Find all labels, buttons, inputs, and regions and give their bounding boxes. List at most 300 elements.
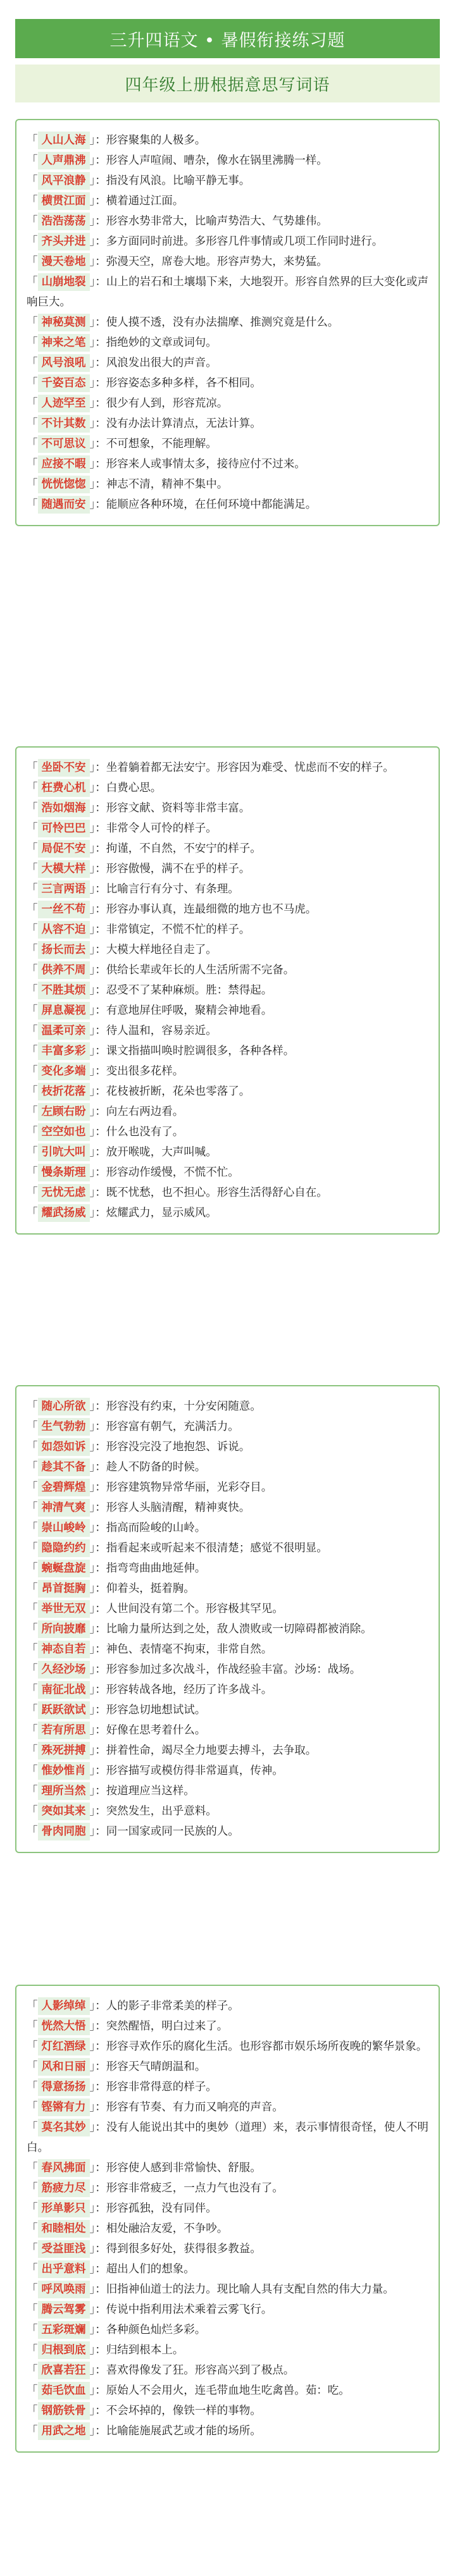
vocab-term: 随心所欲 [38, 1398, 90, 1415]
colon-separator: ： [95, 2364, 106, 2377]
vocab-definition: 形容转战各地，经历了许多战斗。 [106, 1684, 273, 1696]
vocab-term: 惟妙惟肖 [38, 1762, 90, 1780]
vocab-entry: 「 腾云驾雾 」：传说中指利用法术乘着云雾飞行。 [27, 2300, 428, 2320]
vocab-entry: 「 耀武扬威 」：炫耀武力，显示威风。 [27, 1203, 428, 1223]
vocab-definition: 坐着躺着都无法安宁。形容因为难受、忧虑而不安的样子。 [106, 761, 394, 774]
vocab-definition: 形容非常得意的样子。 [106, 2081, 217, 2093]
vocab-entry: 「 受益匪浅 」：得到很多好处，获得很多教益。 [27, 2239, 428, 2259]
vocab-term: 受益匪浅 [38, 2240, 90, 2258]
colon-separator: ： [95, 1501, 106, 1514]
vocab-definition: 形容姿态多种多样，各不相同。 [106, 377, 261, 390]
vocab-term: 神清气爽 [38, 1499, 90, 1517]
vocab-entry: 「 昂首挺胸 」：仰着头，挺着胸。 [27, 1579, 428, 1599]
vocab-card-3 [15, 1385, 440, 1853]
vocab-term: 恍然大悟 [38, 2018, 90, 2035]
vocab-entry: 「 随遇而安 」：能顺应各种环境，在任何环境中都能满足。 [27, 495, 428, 515]
vocab-definition: 比喻力量所达到之处，敌人溃败或一切障碍都被消除。 [106, 1623, 372, 1636]
colon-separator: ： [95, 1704, 106, 1716]
vocab-definition: 炫耀武力，显示威风。 [106, 1207, 217, 1219]
vocab-definition: 形容没完没了地抱怨、诉说。 [106, 1441, 251, 1453]
vocab-definition: 比喻言行有分寸、有条理。 [106, 883, 239, 896]
vocab-term: 人声鼎沸 [38, 152, 90, 169]
colon-separator: ： [95, 1542, 106, 1555]
vocab-term: 人山人海 [38, 132, 90, 149]
vocab-definition: 形容聚集的人极多。 [106, 134, 206, 147]
vocab-definition: 突然醒悟，明白过来了。 [106, 2020, 228, 2033]
vocab-term: 突如其来 [38, 1803, 90, 1820]
vocab-term: 春风拂面 [38, 2159, 90, 2177]
colon-separator: ： [95, 1623, 106, 1636]
vocab-entry: 「 供养不周 」：供给长辈或年长的人生活所需不完备。 [27, 960, 428, 980]
vocab-entry: 「 形单影只 」：形容孤独，没有同伴。 [27, 2198, 428, 2219]
vocab-entry: 「 人声鼎沸 」：形容人声喧闹、嘈杂，像水在锅里沸腾一样。 [27, 151, 428, 171]
vocab-entry: 「 风号浪吼 」：风浪发出很大的声音。 [27, 353, 428, 373]
colon-separator: ： [95, 235, 106, 248]
vocab-entry: 「 所向披靡 」：比喻力量所达到之处，敌人溃败或一切障碍都被消除。 [27, 1619, 428, 1639]
vocab-entry: 「 恍然大悟 」：突然醒悟，明白过来了。 [27, 2016, 428, 2037]
vocab-term: 温柔可亲 [38, 1022, 90, 1040]
colon-separator: ： [95, 863, 106, 875]
colon-separator: ： [95, 2283, 106, 2296]
vocab-definition: 放开喉咙，大声叫喊。 [106, 1146, 217, 1159]
vocab-entry: 「 举世无双 」：人世间没有第二个。形容极其罕见。 [27, 1599, 428, 1619]
vocab-term: 隐隐约约 [38, 1539, 90, 1557]
vocab-definition: 白费心思。 [106, 782, 162, 794]
vocab-definition: 突然发生，出乎意料。 [106, 1805, 217, 1818]
vocab-definition: 既不忧愁，也不担心。形容生活得舒心自在。 [106, 1186, 328, 1199]
vocab-definition: 形容傲慢，满不在乎的样子。 [106, 863, 251, 875]
vocab-entry: 「 不可思议 」：不可想象，不能理解。 [27, 434, 428, 454]
vocab-term: 丰富多彩 [38, 1042, 90, 1060]
vocab-definition: 形容描写或模仿得非常逼真，传神。 [106, 1765, 284, 1777]
vocab-entry: 「 生气勃勃 」：形容富有朝气，充满活力。 [27, 1417, 428, 1437]
vocab-term: 枉费心机 [38, 779, 90, 797]
vocab-entry: 「 可怜巴巴 」：非常令人可怜的样子。 [27, 818, 428, 839]
colon-separator: ： [95, 1562, 106, 1575]
vocab-term: 人影绰绰 [38, 1997, 90, 2015]
vocab-term: 昂首挺胸 [38, 1580, 90, 1598]
vocab-definition: 形容参加过多次战斗，作战经验丰富。沙场：战场。 [106, 1663, 361, 1676]
vocab-entry: 「 和睦相处 」：相处融洽友爱，不争吵。 [27, 2219, 428, 2239]
colon-separator: ： [95, 2263, 106, 2276]
colon-separator: ： [95, 1025, 106, 1037]
vocab-term: 呼风唤雨 [38, 2281, 90, 2298]
vocab-definition: 供给长辈或年长的人生活所需不完备。 [106, 964, 295, 977]
colon-separator: ： [95, 1805, 106, 1818]
vocab-term: 局促不安 [38, 840, 90, 858]
vocab-entry: 「 五彩斑斓 」：各种颜色灿烂多彩。 [27, 2320, 428, 2340]
vocab-entry: 「 一丝不苟 」：形容办事认真，连最细微的地方也不马虎。 [27, 899, 428, 920]
colon-separator: ： [95, 2324, 106, 2336]
colon-separator: ： [95, 2222, 106, 2235]
vocab-definition: 形容人声喧闹、嘈杂，像水在锅里沸腾一样。 [106, 154, 328, 167]
vocab-entry: 「 坐卧不安 」：坐着躺着都无法安宁。形容因为难受、忧虑而不安的样子。 [27, 758, 428, 778]
page-subtitle: 四年级上册根据意思写词语 [15, 65, 440, 102]
vocab-term: 供养不周 [38, 961, 90, 979]
colon-separator: ： [95, 1744, 106, 1757]
vocab-entry: 「 扬长而去 」：大模大样地径自走了。 [27, 940, 428, 960]
vocab-term: 莫名其妙 [38, 2119, 90, 2136]
vocab-entry: 「 茹毛饮血 」：原始人不会用火，连毛带血地生吃禽兽。茹：吃。 [27, 2381, 428, 2401]
vocab-term: 生气勃勃 [38, 1418, 90, 1436]
vocab-definition: 旧指神仙道士的法力。现比喻人具有支配自然的伟大力量。 [106, 2283, 394, 2296]
vocab-term: 大模大样 [38, 860, 90, 878]
colon-separator: ： [95, 316, 106, 329]
vocab-term: 应接不暇 [38, 455, 90, 473]
colon-separator: ： [95, 1146, 106, 1159]
vocab-entry: 「 浩如烟海 」：形容文献、资料等非常丰富。 [27, 798, 428, 818]
colon-separator: ： [95, 1166, 106, 1179]
vocab-entry: 「 局促不安 」：拘谨，不自然，不安宁的样子。 [27, 839, 428, 859]
colon-separator: ： [95, 438, 106, 450]
colon-separator: ： [95, 2121, 106, 2134]
vocab-definition: 使人摸不透，没有办法揣摩、推测究竟是什么。 [106, 316, 339, 329]
vocab-definition: 形容文献、资料等非常丰富。 [106, 802, 251, 815]
vocab-definition: 非常令人可怜的样子。 [106, 822, 217, 835]
vocab-entry: 「 跃跃欲试 」：形容急切地想试试。 [27, 1700, 428, 1720]
vocab-term: 崇山峻岭 [38, 1519, 90, 1537]
colon-separator: ： [95, 802, 106, 815]
vocab-definition: 人世间没有第二个。形容极其罕见。 [106, 1603, 284, 1615]
colon-separator: ： [95, 1400, 106, 1413]
vocab-term: 殊死拼搏 [38, 1742, 90, 1759]
vocab-definition: 形容有节奏、有力而又响亮的声音。 [106, 2101, 284, 2114]
colon-separator: ： [95, 417, 106, 430]
colon-separator: ： [95, 2101, 106, 2114]
colon-separator: ： [95, 1461, 106, 1474]
vocab-entry: 「 左顾右盼 」：向左右两边看。 [27, 1102, 428, 1122]
vocab-definition: 相处融洽友爱，不争吵。 [106, 2222, 228, 2235]
colon-separator: ： [95, 1582, 106, 1595]
vocab-term: 神来之笔 [38, 334, 90, 352]
colon-separator: ： [95, 1825, 106, 1838]
vocab-entry: 「 人影绰绰 」：人的影子非常柔美的样子。 [27, 1996, 428, 2016]
vocab-term: 山崩地裂 [38, 273, 90, 291]
vocab-definition: 传说中指利用法术乘着云雾飞行。 [106, 2303, 273, 2316]
colon-separator: ： [95, 1603, 106, 1615]
vocab-definition: 归结到根本上。 [106, 2344, 184, 2357]
vocab-term: 神秘莫测 [38, 314, 90, 331]
vocab-entry: 「 突如其来 」：突然发生，出乎意料。 [27, 1801, 428, 1821]
vocab-definition: 很少有人到，形容荒凉。 [106, 397, 228, 410]
vocab-term: 筋疲力尽 [38, 2179, 90, 2197]
vocab-entry: 「 归根到底 」：归结到根本上。 [27, 2340, 428, 2360]
colon-separator: ： [95, 903, 106, 916]
vocab-definition: 弥漫天空，席卷大地。形容声势大，来势猛。 [106, 256, 328, 268]
vocab-entry: 「 丰富多彩 」：课文指描叫唤时腔调很多，各种各样。 [27, 1041, 428, 1061]
vocab-entry: 「 筋疲力尽 」：形容非常疲乏，一点力气也没有了。 [27, 2178, 428, 2198]
vocab-entry: 「 久经沙场 」：形容参加过多次战斗，作战经验丰富。沙场：战场。 [27, 1660, 428, 1680]
vocab-definition: 拼着性命，竭尽全力地要去搏斗，去争取。 [106, 1744, 317, 1757]
vocab-term: 欣喜若狂 [38, 2362, 90, 2379]
colon-separator: ： [95, 782, 106, 794]
vocab-entry: 「 慢条斯理 」：形容动作缓慢，不慌不忙。 [27, 1162, 428, 1183]
vocab-definition: 形容寻欢作乐的腐化生活。也形容都市娱乐场所夜晚的繁华景象。 [106, 2040, 428, 2053]
vocab-entry: 「 惟妙惟肖 」：形容描写或模仿得非常逼真，传神。 [27, 1761, 428, 1781]
vocab-definition: 指没有风浪。比喻平静无事。 [106, 175, 251, 187]
vocab-definition: 形容孤独，没有同伴。 [106, 2202, 217, 2215]
vocab-entry: 「 隐隐约约 」：指看起来或听起来不很清楚；感觉不很明显。 [27, 1538, 428, 1558]
vocab-entry: 「 枉费心机 」：白费心思。 [27, 778, 428, 798]
vocab-entry: 「 用武之地 」：比喻能施展武艺或才能的场所。 [27, 2421, 428, 2441]
vocab-entry: 「 若有所思 」：好像在思考着什么。 [27, 1720, 428, 1741]
vocab-definition: 忍受不了某种麻烦。胜：禁得起。 [106, 984, 273, 997]
vocab-term: 趁其不备 [38, 1458, 90, 1476]
colon-separator: ： [95, 276, 106, 288]
vocab-term: 出乎意料 [38, 2260, 90, 2278]
vocab-term: 所向披靡 [38, 1620, 90, 1638]
colon-separator: ： [95, 397, 106, 410]
vocab-definition: 同一国家或同一民族的人。 [106, 1825, 239, 1838]
colon-separator: ： [95, 2405, 106, 2417]
vocab-entry: 「 无忧无虑 」：既不忧愁，也不担心。形容生活得舒心自在。 [27, 1183, 428, 1203]
vocab-entry: 「 山崩地裂 」：山上的岩石和土壤塌下来，大地裂开。形容自然界的巨大变化或声响巨大。 [27, 272, 428, 312]
colon-separator: ： [95, 984, 106, 997]
colon-separator: ： [95, 923, 106, 936]
vocab-entry: 「 得意扬扬 」：形容非常得意的样子。 [27, 2077, 428, 2097]
vocab-term: 南征北战 [38, 1681, 90, 1699]
vocab-entry: 「 人山人海 」：形容聚集的人极多。 [27, 130, 428, 151]
colon-separator: ： [95, 1085, 106, 1098]
vocab-entry: 「 引吭大叫 」：放开喉咙，大声叫喊。 [27, 1142, 428, 1162]
vocab-definition: 神志不清，精神不集中。 [106, 478, 228, 491]
colon-separator: ： [95, 1126, 106, 1138]
vocab-term: 风平浪静 [38, 172, 90, 190]
vocab-entry: 「 不计其数 」：没有办法计算清点，无法计算。 [27, 414, 428, 434]
vocab-definition: 指弯弯曲曲地延伸。 [106, 1562, 206, 1575]
vocab-term: 齐头并进 [38, 233, 90, 250]
colon-separator: ： [95, 1441, 106, 1453]
vocab-term: 三言两语 [38, 880, 90, 898]
colon-separator: ： [95, 478, 106, 491]
vocab-definition: 风浪发出很大的声音。 [106, 357, 217, 369]
colon-separator: ： [95, 357, 106, 369]
page-title: 三升四语文 • 暑假衔接练习题 [15, 19, 440, 58]
vocab-definition: 横着通过江面。 [106, 195, 184, 207]
vocab-term: 不可思议 [38, 435, 90, 453]
colon-separator: ： [95, 2243, 106, 2255]
vocab-definition: 神色、表情毫不拘束，非常自然。 [106, 1643, 273, 1656]
vocab-entry: 「 恍恍惚惚 」：神志不清，精神不集中。 [27, 474, 428, 495]
vocab-entry: 「 枝折花落 」：花枝被折断，花朵也零落了。 [27, 1082, 428, 1102]
colon-separator: ： [95, 2040, 106, 2053]
vocab-term: 变化多端 [38, 1063, 90, 1080]
vocab-entry: 「 神来之笔 」：指绝妙的文章或词句。 [27, 333, 428, 353]
vocab-entry: 「 随心所欲 」：形容没有约束，十分安闲随意。 [27, 1396, 428, 1417]
colon-separator: ： [95, 1785, 106, 1797]
vocab-term: 慢条斯理 [38, 1164, 90, 1181]
vocab-term: 扬长而去 [38, 941, 90, 959]
colon-separator: ： [95, 215, 106, 228]
vocab-entry: 「 人迹罕至 」：很少有人到，形容荒凉。 [27, 393, 428, 414]
colon-separator: ： [95, 1765, 106, 1777]
vocab-term: 横贯江面 [38, 192, 90, 210]
vocab-term: 屏息凝视 [38, 1002, 90, 1020]
colon-separator: ： [95, 2344, 106, 2357]
colon-separator: ： [95, 822, 106, 835]
vocab-definition: 不会坏掉的，像铁一样的事物。 [106, 2405, 261, 2417]
vocab-term: 铿锵有力 [38, 2098, 90, 2116]
vocab-definition: 多方面同时前进。多形容几件事情或几项工作同时进行。 [106, 235, 383, 248]
colon-separator: ： [95, 256, 106, 268]
vocab-entry: 「 钢筋铁骨 」：不会坏掉的，像铁一样的事物。 [27, 2401, 428, 2421]
vocab-definition: 形容来人或事情太多，接待应付不过来。 [106, 458, 306, 471]
vocab-card-1 [15, 119, 440, 526]
vocab-definition: 形容动作缓慢，不慌不忙。 [106, 1166, 239, 1179]
vocab-entry: 「 三言两语 」：比喻言行有分寸、有条理。 [27, 879, 428, 899]
vocab-entry: 「 风和日丽 」：形容天气晴朗温和。 [27, 2057, 428, 2077]
vocab-term: 风号浪吼 [38, 354, 90, 372]
vocab-definition: 形容富有朝气，充满活力。 [106, 1420, 239, 1433]
vocab-entry: 「 从容不迫 」：非常镇定，不慌不忙的样子。 [27, 920, 428, 940]
colon-separator: ： [95, 1065, 106, 1078]
vocab-definition: 原始人不会用火，连毛带血地生吃禽兽。茹：吃。 [106, 2384, 350, 2397]
vocab-term: 蜿蜒盘旋 [38, 1560, 90, 1577]
colon-separator: ： [95, 1684, 106, 1696]
vocab-term: 随遇而安 [38, 496, 90, 514]
colon-separator: ： [95, 1522, 106, 1534]
colon-separator: ： [95, 2081, 106, 2093]
vocab-term: 恍恍惚惚 [38, 476, 90, 493]
vocab-entry: 「 趁其不备 」：趁人不防备的时候。 [27, 1457, 428, 1477]
vocab-definition: 有意地屏住呼吸，聚精会神地看。 [106, 1004, 273, 1017]
vocab-entry: 「 风平浪静 」：指没有风浪。比喻平静无事。 [27, 171, 428, 191]
colon-separator: ： [95, 377, 106, 390]
vocab-definition: 形容天气晴朗温和。 [106, 2061, 206, 2073]
vocab-term: 左顾右盼 [38, 1103, 90, 1121]
vocab-term: 五彩斑斓 [38, 2321, 90, 2339]
vocab-definition: 不可想象，不能理解。 [106, 438, 217, 450]
vocab-term: 钢筋铁骨 [38, 2402, 90, 2420]
vocab-definition: 趁人不防备的时候。 [106, 1461, 206, 1474]
vocab-definition: 非常镇定，不慌不忙的样子。 [106, 923, 251, 936]
vocab-card-2 [15, 746, 440, 1235]
vocab-entry: 「 变化多端 」：变出很多花样。 [27, 1061, 428, 1082]
vocab-term: 形单影只 [38, 2200, 90, 2217]
colon-separator: ： [95, 1724, 106, 1737]
vocab-definition: 形容水势非常大，比喻声势浩大、气势雄伟。 [106, 215, 328, 228]
vocab-definition: 形容人头脑清醒，精神爽快。 [106, 1501, 251, 1514]
vocab-entry: 「 浩浩荡荡 」：形容水势非常大，比喻声势浩大、气势雄伟。 [27, 211, 428, 231]
vocab-term: 神态自若 [38, 1641, 90, 1658]
vocab-entry: 「 不胜其烦 」：忍受不了某种麻烦。胜：禁得起。 [27, 980, 428, 1001]
colon-separator: ： [95, 1481, 106, 1494]
vocab-definition: 形容非常疲乏，一点力气也没有了。 [106, 2182, 284, 2195]
vocab-term: 灯红酒绿 [38, 2038, 90, 2055]
colon-separator: ： [95, 2303, 106, 2316]
vocab-term: 可怜巴巴 [38, 820, 90, 837]
colon-separator: ： [95, 2061, 106, 2073]
vocab-definition: 变出很多花样。 [106, 1065, 184, 1078]
colon-separator: ： [95, 2020, 106, 2033]
vocab-definition: 人的影子非常柔美的样子。 [106, 2000, 239, 2012]
vocab-entry: 「 神态自若 」：神色、表情毫不拘束，非常自然。 [27, 1639, 428, 1660]
vocab-entry: 「 齐头并进 」：多方面同时前进。多形容几件事情或几项工作同时进行。 [27, 231, 428, 252]
vocab-term: 茹毛饮血 [38, 2382, 90, 2400]
vocab-entry: 「 骨肉同胞 」：同一国家或同一民族的人。 [27, 1821, 428, 1842]
vocab-entry: 「 春风拂面 」：形容使人感到非常愉快、舒服。 [27, 2158, 428, 2178]
colon-separator: ： [95, 1045, 106, 1057]
vocab-term: 骨肉同胞 [38, 1823, 90, 1840]
vocab-entry: 「 崇山峻岭 」：指高而险峻的山岭。 [27, 1518, 428, 1538]
vocab-definition: 指看起来或听起来不很清楚；感觉不很明显。 [106, 1542, 328, 1555]
vocab-entry: 「 屏息凝视 」：有意地屏住呼吸，聚精会神地看。 [27, 1001, 428, 1021]
vocab-entry: 「 蜿蜒盘旋 」：指弯弯曲曲地延伸。 [27, 1558, 428, 1579]
vocab-term: 如怨如诉 [38, 1438, 90, 1456]
vocab-term: 从容不迫 [38, 921, 90, 939]
vocab-term: 人迹罕至 [38, 395, 90, 412]
colon-separator: ： [95, 761, 106, 774]
colon-separator: ： [95, 336, 106, 349]
colon-separator: ： [95, 842, 106, 855]
vocab-entry: 「 铿锵有力 」：形容有节奏、有力而又响亮的声音。 [27, 2097, 428, 2117]
colon-separator: ： [95, 1186, 106, 1199]
colon-separator: ： [95, 134, 106, 147]
vocab-term: 不胜其烦 [38, 982, 90, 999]
vocab-term: 久经沙场 [38, 1661, 90, 1679]
vocab-term: 若有所思 [38, 1722, 90, 1739]
vocab-term: 千姿百态 [38, 374, 90, 392]
colon-separator: ： [95, 195, 106, 207]
vocab-definition: 形容没有约束，十分安闲随意。 [106, 1400, 261, 1413]
vocab-term: 枝折花落 [38, 1083, 90, 1100]
vocab-definition: 形容建筑物异常华丽，光彩夺目。 [106, 1481, 273, 1494]
colon-separator: ： [95, 1420, 106, 1433]
vocab-term: 得意扬扬 [38, 2078, 90, 2096]
vocab-entry: 「 理所当然 」：按道理应当这样。 [27, 1781, 428, 1801]
vocab-definition: 仰着头，挺着胸。 [106, 1582, 195, 1595]
vocab-term: 举世无双 [38, 1600, 90, 1618]
colon-separator: ： [95, 964, 106, 977]
vocab-entry: 「 出乎意料 」：超出人们的想象。 [27, 2259, 428, 2279]
vocab-term: 风和日丽 [38, 2058, 90, 2076]
vocab-definition: 形容办事认真，连最细微的地方也不马虎。 [106, 903, 317, 916]
colon-separator: ： [95, 2384, 106, 2397]
vocab-entry: 「 灯红酒绿 」：形容寻欢作乐的腐化生活。也形容都市娱乐场所夜晚的繁华景象。 [27, 2037, 428, 2057]
colon-separator: ： [95, 883, 106, 896]
vocab-term: 空空如也 [38, 1123, 90, 1141]
colon-separator: ： [95, 2425, 106, 2437]
vocab-entry: 「 欣喜若狂 」：喜欢得像发了狂。形容高兴到了极点。 [27, 2360, 428, 2381]
vocab-definition: 山上的岩石和土壤塌下来，大地裂开。形容自然界的巨大变化或声响巨大。 [27, 276, 429, 309]
vocab-definition: 花枝被折断，花朵也零落了。 [106, 1085, 251, 1098]
vocab-term: 跃跃欲试 [38, 1701, 90, 1719]
vocab-entry: 「 神清气爽 」：形容人头脑清醒，精神爽快。 [27, 1498, 428, 1518]
colon-separator: ： [95, 2000, 106, 2012]
vocab-entry: 「 空空如也 」：什么也没有了。 [27, 1122, 428, 1142]
colon-separator: ： [95, 458, 106, 471]
vocab-definition: 形容使人感到非常愉快、舒服。 [106, 2162, 261, 2174]
vocab-entry: 「 殊死拼搏 」：拼着性命，竭尽全力地要去搏斗，去争取。 [27, 1741, 428, 1761]
vocab-entry: 「 如怨如诉 」：形容没完没了地抱怨、诉说。 [27, 1437, 428, 1457]
colon-separator: ： [95, 1663, 106, 1676]
vocab-definition: 向左右两边看。 [106, 1106, 184, 1118]
colon-separator: ： [95, 2202, 106, 2215]
colon-separator: ： [95, 154, 106, 167]
colon-separator: ： [95, 2182, 106, 2195]
vocab-term: 归根到底 [38, 2341, 90, 2359]
vocab-term: 浩浩荡荡 [38, 213, 90, 230]
vocab-definition: 什么也没有了。 [106, 1126, 184, 1138]
vocab-term: 浩如烟海 [38, 799, 90, 817]
vocab-definition: 按道理应当这样。 [106, 1785, 195, 1797]
vocab-definition: 各种颜色灿烂多彩。 [106, 2324, 206, 2336]
vocab-term: 坐卧不安 [38, 759, 90, 777]
vocab-entry: 「 南征北战 」：形容转战各地，经历了许多战斗。 [27, 1680, 428, 1700]
vocab-term: 腾云驾雾 [38, 2301, 90, 2319]
vocab-term: 用武之地 [38, 2422, 90, 2440]
vocab-definition: 大模大样地径自走了。 [106, 944, 217, 956]
